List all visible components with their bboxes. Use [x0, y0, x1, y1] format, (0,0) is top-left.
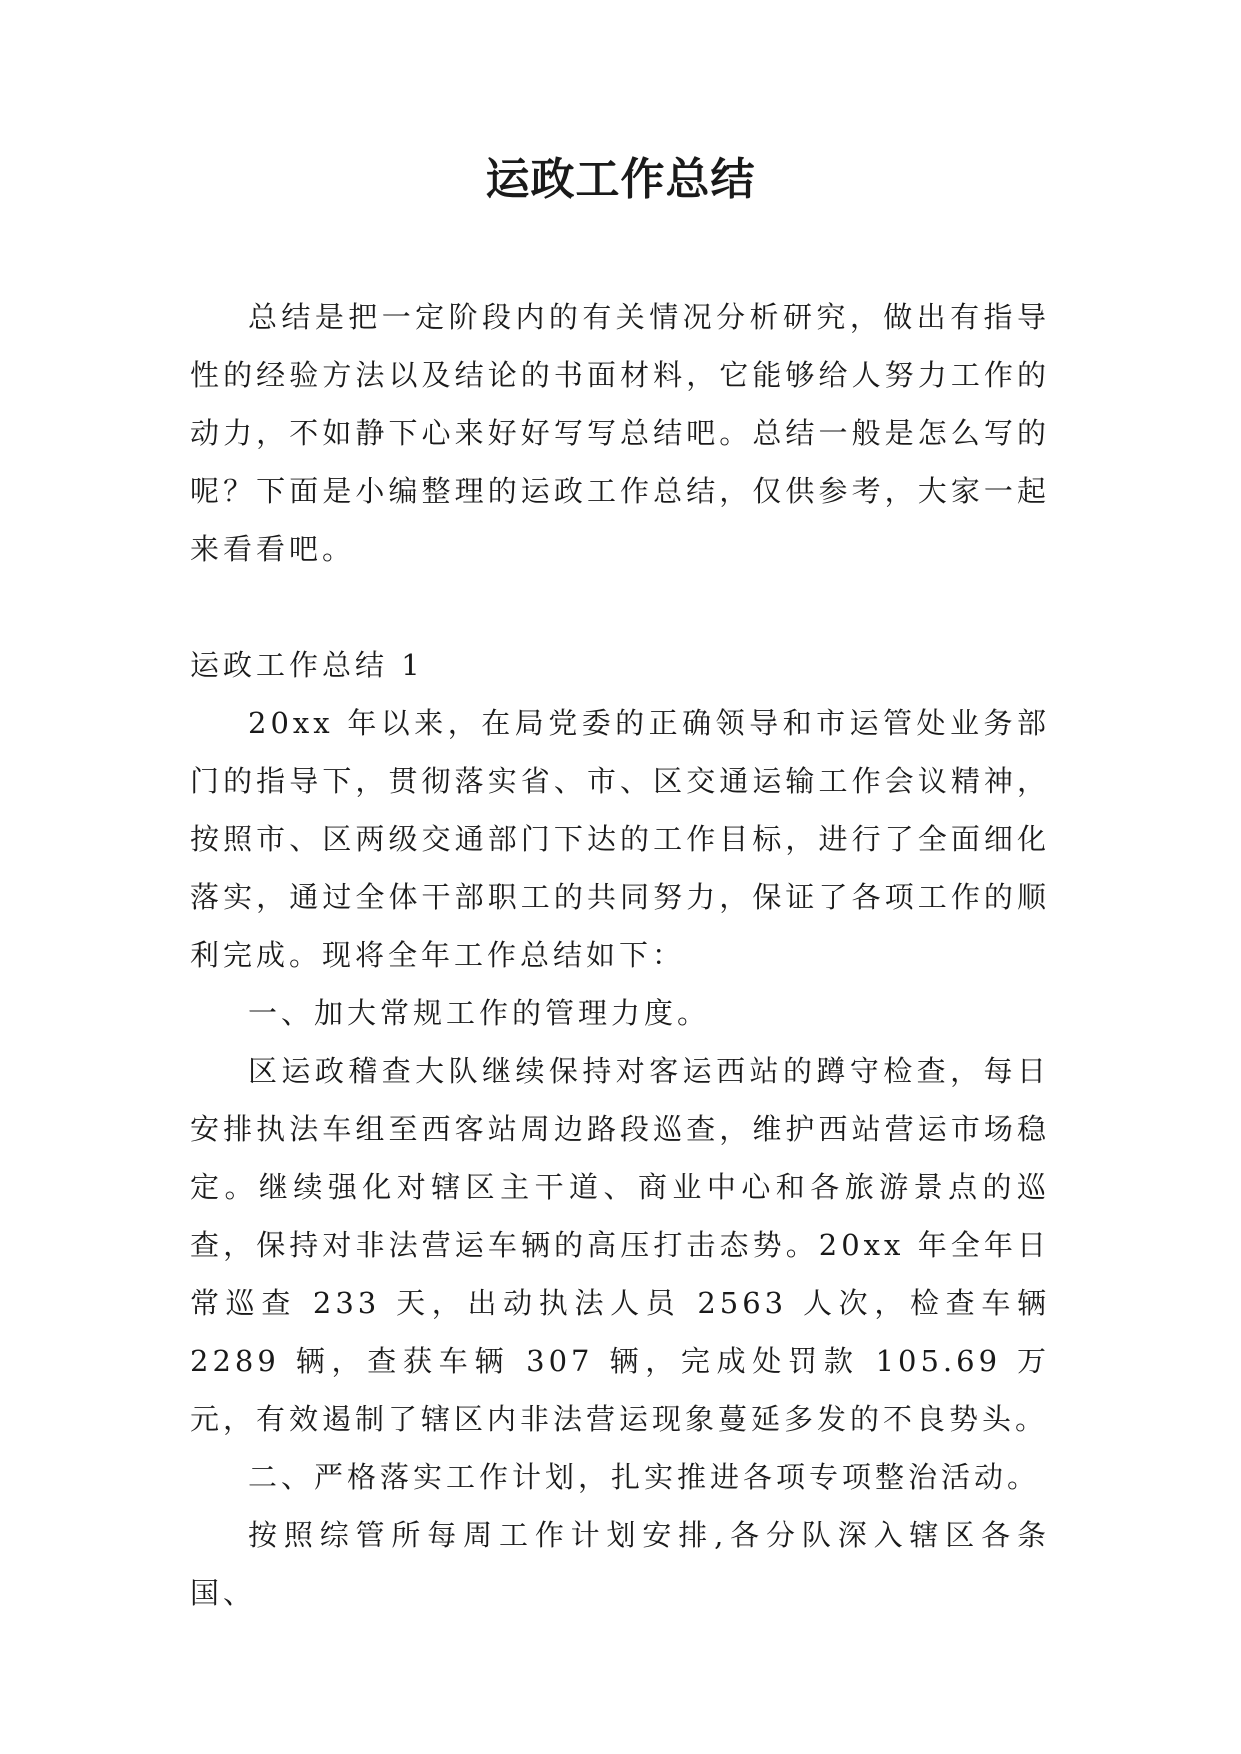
body-paragraph: 区运政稽查大队继续保持对客运西站的蹲守检查，每日安排执法车组至西客站周边路段巡查，维护西站营运市场稳定。继续强化对辖区主干道、商业中心和各旅游景点的巡查，保持对非法营运车辆的高压打击态势。20xx 年全年日常巡查 233 天，出动执法人员 2563 人次，检查车辆 2289 辆，查获车辆 307 辆，完成处罚款 105.69 万元，有效遏制了辖区内非法营运现象蔓延多发的不良势头。 [190, 1054, 1050, 1436]
body-paragraph: 按照综管所每周工作计划安排,各分队深入辖区各条国、 [190, 1518, 1050, 1610]
intro-paragraph: 总结是把一定阶段内的有关情况分析研究，做出有指导性的经验方法以及结论的书面材料，它能够给人努力工作的动力，不如静下心来好好写写总结吧。总结一般是怎么写的呢？下面是小编整理的运政工作总结，仅供参考，大家一起来看看吧。 [190, 300, 1050, 566]
section-heading: 运政工作总结 1 [190, 648, 424, 682]
document-title: 运政工作总结 [485, 154, 756, 205]
document-body [190, 288, 1050, 1622]
body-paragraph: 20xx 年以来，在局党委的正确领导和市运管处业务部门的指导下，贯彻落实省、市、区交通运输工作会议精神，按照市、区两级交通部门下达的工作目标，进行了全面细化落实，通过全体干部职工的共同努力，保证了各项工作的顺利完成。现将全年工作总结如下： [190, 706, 1050, 972]
subheading-paragraph: 二、严格落实工作计划，扎实推进各项专项整治活动。 [248, 1460, 1041, 1494]
subheading-paragraph: 一、加大常规工作的管理力度。 [248, 996, 711, 1030]
